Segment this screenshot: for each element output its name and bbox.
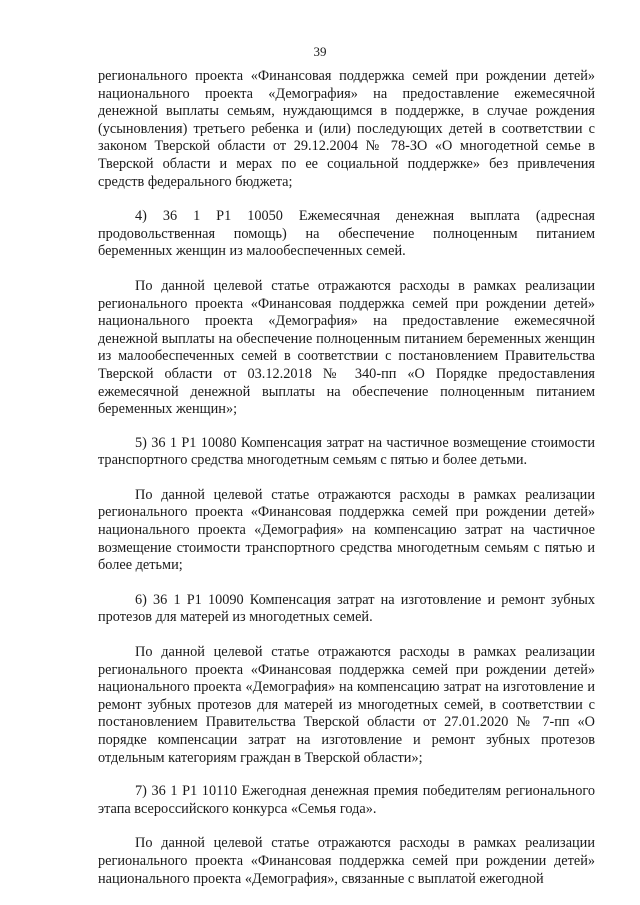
paragraph-item-7-description: По данной целевой статье отражаются расходы в рамках реализации регионального проекта «Финансовая поддержка семей при рождении детей» национального проекта «Демография», связанные с выплатой ежегодной — [98, 835, 595, 887]
paragraph-item-6-description: По данной целевой статье отражаются расходы в рамках реализации регионального проекта «Финансовая поддержка семей при рождении детей» национального проекта «Демография» на компенсацию затрат на изготовление и ремонт зубных протезов для матерей из многодетных семей, в соответствии с постановлением Правительства Тверской области от 27.01.2020 № 7-пп «О порядке компенсации затрат на изготовление и ремонт зубных протезов отдельным категориям граждан в Тверской области»; — [98, 644, 595, 766]
document-body — [98, 68, 595, 888]
paragraph-item-7: 7) 36 1 P1 10110 Ежегодная денежная премия победителям регионального этапа всероссийского конкурса «Семья года». — [98, 783, 595, 817]
paragraph-item-6: 6) 36 1 P1 10090 Компенсация затрат на изготовление и ремонт зубных протезов для матерей из многодетных семей. — [98, 591, 595, 626]
paragraph-item-5-description: По данной целевой статье отражаются расходы в рамках реализации регионального проекта «Финансовая поддержка семей при рождении детей» национального проекта «Демография» на компенсацию затрат на частичное возмещение стоимости транспортного средства многодетным семьям с пятью и более детьми; — [98, 486, 595, 574]
paragraph-continuation: регионального проекта «Финансовая поддержка семей при рождении детей» национального проекта «Демография» на предоставление ежемесячной денежной выплаты семьям, нуждающимся в поддержке, в случае рождения (усыновления) третьего ребенка и (или) последующих детей в соответствии с законом Тверской области от 29.12.2004 № 78-ЗО «О многодетной семье в Тверской области и мерах по ее социальной поддержке» без привлечения средств федерального бюджета; — [98, 68, 595, 190]
paragraph-item-4: 4) 36 1 P1 10050 Ежемесячная денежная выплата (адресная продовольственная помощь) на обеспечение полноценным питанием беременных женщин из малообеспеченных семей. — [98, 208, 595, 260]
paragraph-item-5: 5) 36 1 P1 10080 Компенсация затрат на частичное возмещение стоимости транспортного средства многодетным семьям с пятью и более детьми. — [98, 434, 595, 469]
page-number: 39 — [313, 44, 327, 59]
paragraph-item-4-description: По данной целевой статье отражаются расходы в рамках реализации регионального проекта «Финансовая поддержка семей при рождении детей» национального проекта «Демография» на предоставление ежемесячной денежной выплаты на обеспечение полноценным питанием беременных женщин из малообеспеченных семей в соответствии с постановлением Правительства Тверской области от 03.12.2018 № 340-пп «О Порядке предоставления ежемесячной денежной выплаты на обеспечение полноценным питанием беременных женщин»; — [98, 277, 595, 418]
